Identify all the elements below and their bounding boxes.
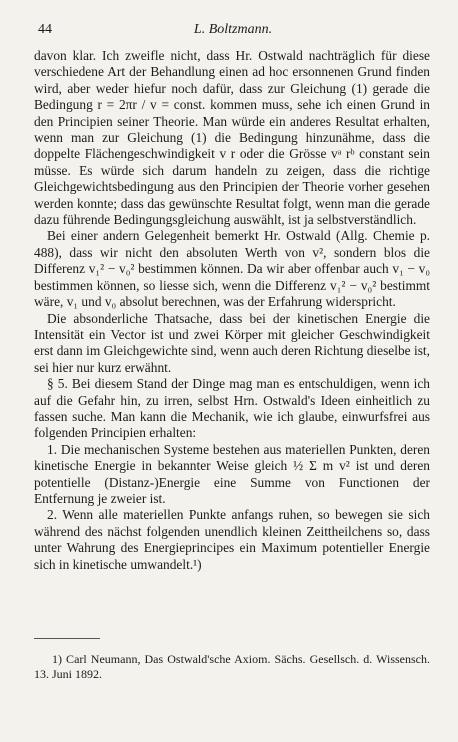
paragraph-1: davon klar. Ich zweifle nicht, dass Hr. Ostwald nachträglich für diese verschiedene Art der Behandlung einen ad hoc ersonnenen Grund finden wird, aber weder hiefur noch dafür, dass zur Gleichung (1) gerade die Bedingung r = 2πr / v = const. kommen muss, sehe ich einen Grund in den Principien seiner Theorie. Man würde ein anderes Resultat erhalten, wenn man zur Gleichung (1) die Bedingung hinzunähme, dass die doppelte Flächengeschwindigkeit v r oder die Grösse vᵃ rᵇ constant sein müsse. Es würde sich darum handeln zu zeigen, dass die richtige Gleichgewichtsbedingung aus den Principien der Theorie vorher gesehen werden konnte; dass das gewünschte Resultat folgt, wenn man die gerade dazu führende Bedingungsgleichung auswählt, ist ja selbstverständlich. [34, 48, 430, 228]
footnote-rule [34, 638, 100, 639]
page-number: 44 [38, 22, 52, 37]
paragraph-2: Bei einer andern Gelegenheit bemerkt Hr. Ostwald (Allg. Chemie p. 488), dass wir nicht den absoluten Werth von v², sondern blos die Differenz v₁² − v₀² bestimmen können. Da wir aber offenbar auch v₁ − v₀ bestimmen können, so liesse sich, wenn die Differenz v₁² − v₀² bestimmt wäre, v₁ und v₀ absolut berechnen, was der Erfahrung widerspricht. [34, 228, 430, 310]
page-header [38, 22, 428, 42]
footnote [34, 652, 430, 682]
paragraph-6-principle-2: 2. Wenn alle materiellen Punkte anfangs ruhen, so bewegen sie sich während des nächst folgenden unendlich kleinen Zeittheilchens so, dass unter Wahrung des Energieprincipes ein Maximum potentieller Energie sich in kinetische umwandelt.¹) [34, 507, 430, 572]
paragraph-4-section-5: § 5. Bei diesem Stand der Dinge mag man es entschuldigen, wenn ich auf die Gefahr hin, zu irren, selbst Hrn. Ostwald's Ideen einheitlich zu fassen suche. Man kann die Mechanik, wie ich glaube, einwurfsfrei aus folgenden Principien erhalten: [34, 376, 430, 441]
paragraph-3: Die absonderliche Thatsache, dass bei der kinetischen Energie die Intensität ein Vector ist und zwei Körper mit gleicher Geschwindigkeit erst dann im Gleichgewichte sind, wenn auch deren Richtung dieselbe ist, sei hier nur kurz erwähnt. [34, 310, 430, 375]
footnote-text: 1) Carl Neumann, Das Ostwald'sche Axiom. Sächs. Gesellsch. d. Wissensch. 13. Juni 1892. [34, 652, 430, 681]
paragraph-5-principle-1: 1. Die mechanischen Systeme bestehen aus materiellen Punkten, deren kinetische Energie in bekannter Weise gleich ½ Σ m v² ist und deren potentielle (Distanz-)Energie eine Summe von Functionen der Entfernung je zweier ist. [34, 441, 430, 506]
body-text [34, 48, 430, 573]
running-head: L. Boltzmann. [193, 22, 273, 37]
